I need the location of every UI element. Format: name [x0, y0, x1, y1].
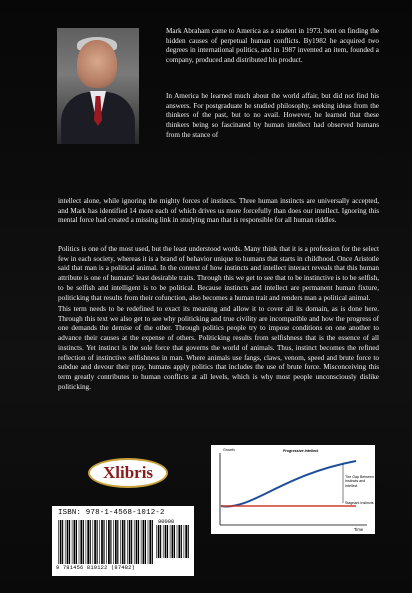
barcode-bar — [90, 520, 91, 564]
barcode-bar — [115, 520, 117, 564]
bio-paragraph-2: In America he learned much about the world affair, but did not find his answers. For postgraduate he studied philosophy, seeking ideas from the thinkers of the past, but to no avail. However, he learned that these thinkers being so fascinated by human intellect had observed humans from the stance of — [166, 92, 379, 139]
barcode-bar — [178, 525, 180, 558]
bio-paragraph-1: Mark Abraham came to America as a student in 1973, bent on finding the hidden causes of perpetual human conflicts. By1982 he acquired two degrees in international politics, and in 1987 invented an item, founded a company, produced and distributed his product. — [166, 27, 379, 65]
barcode-bar — [141, 520, 142, 564]
progressive-intellect-curve — [221, 461, 356, 506]
barcode-bar — [131, 520, 132, 564]
isbn-barcode — [52, 506, 194, 576]
barcode-bar — [174, 525, 175, 558]
publisher-logo-text: Xlibris — [102, 463, 154, 482]
barcode-bar — [145, 520, 146, 564]
graph-x-label: Time — [354, 527, 364, 532]
barcode-bar — [136, 520, 138, 564]
author-photo — [57, 28, 139, 144]
barcode-bar — [149, 520, 151, 564]
barcode-bar — [67, 520, 69, 564]
barcode-digits: 9 781456 810122 (87482) — [56, 565, 136, 571]
barcode-bar — [79, 520, 80, 564]
graph-flat-label: Stagnant Instincts — [345, 501, 374, 505]
barcode-bar — [117, 520, 118, 564]
barcode-bar — [156, 525, 157, 558]
barcode-bar — [103, 520, 104, 564]
barcode-bar — [83, 520, 84, 564]
barcode-bar — [86, 520, 87, 564]
barcode-bar — [106, 520, 107, 564]
barcode-bar — [172, 525, 174, 558]
bio-paragraph-2-continued: intellect alone, while ignoring the mighty forces of instincts. Three human instincts are universally accepted, and Mark has identified 14 more each of which drives us more forcefully than does our intellect. Ignoring this mental force had created a missing link in studying man that is responsible for all human riddles. — [58, 197, 379, 225]
barcode-bar — [167, 525, 168, 558]
barcode-bar — [129, 520, 131, 564]
barcode-bar — [134, 520, 135, 564]
politicking-paragraph: This term needs to be redefined to exact its meaning and allow it to cover all its domain, as is done here. Through this text we also get to see why politicking and true civility are incompatible and how the progress of one demands the demise of the other. Through politics people try to impose conditions on one another to advance their causes at the expense of others. Politicking results from selfishness that is the essence of all instincts. Yet instinct is the sole force that governs the world of animals. Thus, instinct becomes the refined reflection of instinctive selfishness in man. Where animals use fangs, claws, venom, speed and brute force to subdue and devour their pray, humans apply politics that includes the use of brute force. Misconceiving this term greatly contributes to human conflicts at all levels, which is why most people unconsciously dislike politicking. — [58, 305, 379, 391]
barcode-bar — [101, 520, 103, 564]
barcode-bar — [93, 520, 94, 564]
barcode-bar — [127, 520, 128, 564]
barcode-bar — [94, 520, 96, 564]
barcode-bar — [65, 520, 66, 564]
barcode-bar — [80, 520, 82, 564]
barcode-bar — [74, 520, 76, 564]
author-photo-face — [77, 40, 117, 88]
barcode-bar — [120, 520, 121, 564]
barcode-bar — [181, 525, 182, 558]
barcode-bar — [122, 520, 124, 564]
barcode-bar — [69, 520, 70, 564]
graph-plot — [211, 445, 375, 534]
barcode-bar — [160, 525, 161, 558]
price-barcode-bars — [156, 525, 190, 558]
barcode-bar — [148, 520, 149, 564]
graph-gap-label: The Gap Between Instincts and Intellect — [345, 475, 374, 488]
price-code: 90000 — [158, 519, 175, 525]
graph-y-label: Growth — [223, 448, 235, 452]
barcode-bar — [163, 525, 164, 558]
barcode-bar — [143, 520, 145, 564]
barcode-bar — [170, 525, 171, 558]
barcode-bar — [177, 525, 178, 558]
politics-paragraph: Politics is one of the most used, but the least understood words. Many think that it is a profession for the select few in each society, whereas it is a brand of behavior unique to humans that starts in childhood. Once Aristotle said that man is a political animal. In the context of how instincts and intellect interact reveals that this human attribute is one of humans' least desirable traits. Through this we get to see that to be instinctive is to be selfish, to be selfish and intelligent is to be political. Because instincts and intellect are permanent human fixture, politicking that results from their cofunction, also becomes a human trait and renders man a political animal. — [58, 245, 379, 302]
barcode-bar — [113, 520, 114, 564]
barcode-bar — [138, 520, 139, 564]
barcode-bar — [87, 520, 89, 564]
barcode-bar — [99, 520, 100, 564]
publisher-logo — [88, 458, 168, 488]
graph-curve-label: Progressive Intellect — [283, 449, 319, 453]
barcode-bar — [110, 520, 111, 564]
barcode-bar — [72, 520, 73, 564]
barcode-bar — [185, 525, 187, 558]
barcode-bar — [188, 525, 189, 558]
barcode-bar — [158, 525, 160, 558]
barcode-bar — [60, 520, 62, 564]
isbn-number: ISBN: 978-1-4568-1012-2 — [58, 509, 165, 517]
barcode-bar — [124, 520, 125, 564]
ean-barcode-bars — [58, 520, 154, 564]
barcode-bar — [58, 520, 59, 564]
barcode-bar — [62, 520, 63, 564]
barcode-bar — [152, 520, 153, 564]
barcode-bar — [97, 520, 98, 564]
barcode-bar — [184, 525, 185, 558]
barcode-bar — [76, 520, 77, 564]
instinct-intellect-graph — [211, 445, 375, 534]
barcode-bar — [108, 520, 110, 564]
barcode-bar — [165, 525, 167, 558]
